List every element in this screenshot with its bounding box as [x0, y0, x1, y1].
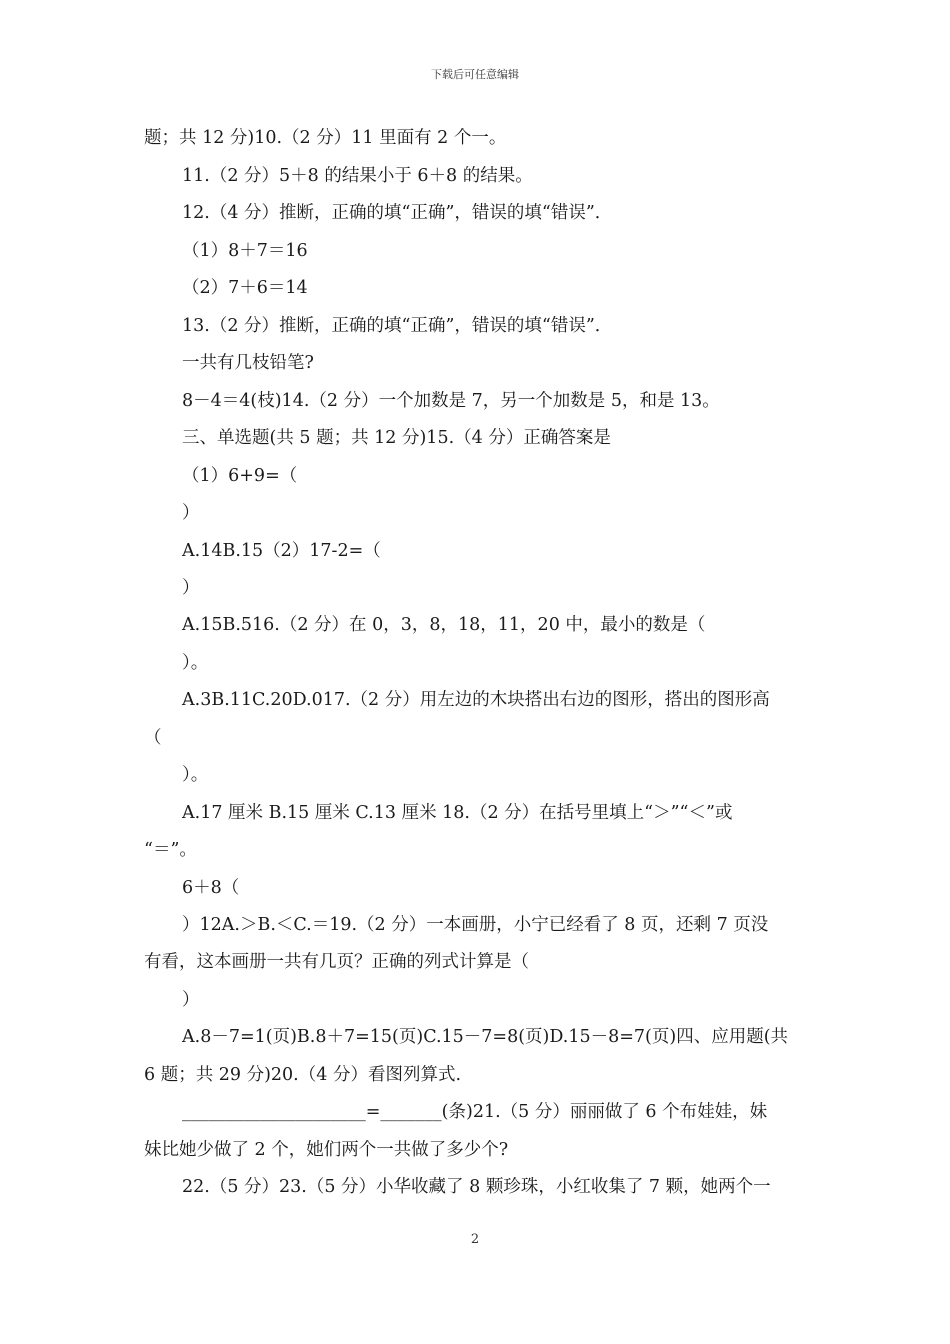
text-line: 22.（5 分）23.（5 分）小华收藏了 8 颗珍珠，小红收集了 7 颗，她两个一 [182, 1177, 771, 1197]
text-line: ） [182, 990, 200, 1010]
text-line: （1）8＋7＝16 [182, 241, 308, 261]
text-line: 一共有几枝铅笔? [182, 353, 314, 373]
text-line: ） [182, 578, 200, 598]
text-line: 6＋8（ [182, 878, 240, 898]
page-header-note: 下载后可任意编辑 [431, 68, 519, 81]
text-line: ）。 [182, 765, 209, 785]
text-line: 8－4＝4(枝)14.（2 分）一个加数是 7，另一个加数是 5，和是 13。 [182, 391, 720, 411]
text-line: （2）7＋6＝14 [182, 278, 308, 298]
text-line: 题；共 12 分)10.（2 分）11 里面有 2 个一。 [144, 128, 507, 148]
text-line: ） [182, 503, 200, 523]
text-line: 6 题；共 29 分)20.（4 分）看图列算式. [144, 1065, 462, 1085]
text-line: “＝”。 [144, 840, 197, 860]
text-line: 11.（2 分）5＋8 的结果小于 6＋8 的结果。 [182, 166, 533, 186]
text-line: A.15B.516.（2 分）在 0，3，8，18，11，20 中，最小的数是（ [182, 615, 706, 635]
text-line: ）。 [182, 653, 209, 673]
text-line: 有看，这本画册一共有几页？正确的列式计算是（ [144, 952, 529, 972]
page-number: 2 [470, 1232, 480, 1247]
text-line: （ [144, 728, 162, 748]
text-line: A.3B.11C.20D.017.（2 分）用左边的木块搭出右边的图形，搭出的图形高 [182, 690, 770, 710]
text-line: （1）6+9=（ [182, 466, 298, 486]
text-line: 三、单选题(共 5 题；共 12 分)15.（4 分）正确答案是 [182, 428, 611, 448]
text-line: 13.（2 分）推断，正确的填“正确”，错误的填“错误”． [182, 316, 613, 336]
text-line: ）12A.＞B.＜C.＝19.（2 分）一本画册，小宁已经看了 8 页，还剩 7 页没 [182, 915, 769, 935]
text-line: A.17 厘米 B.15 厘米 C.13 厘米 18.（2 分）在括号里填上“＞”“＜”或 [182, 803, 733, 823]
text-line: 妹比她少做了 2 个，她们两个一共做了多少个? [144, 1140, 509, 1160]
text-line: A.8－7=1(页)B.8＋7=15(页)C.15－7=8(页)D.15－8=7(页)四、应用题(共 [182, 1027, 789, 1047]
text-line: _____________________=_______(条)21.（5 分）丽丽做了 6 个布娃娃，妹 [182, 1102, 768, 1122]
text-line: 12.（4 分）推断，正确的填“正确”，错误的填“错误”． [182, 203, 613, 223]
text-line: A.14B.15（2）17-2=（ [182, 541, 381, 561]
